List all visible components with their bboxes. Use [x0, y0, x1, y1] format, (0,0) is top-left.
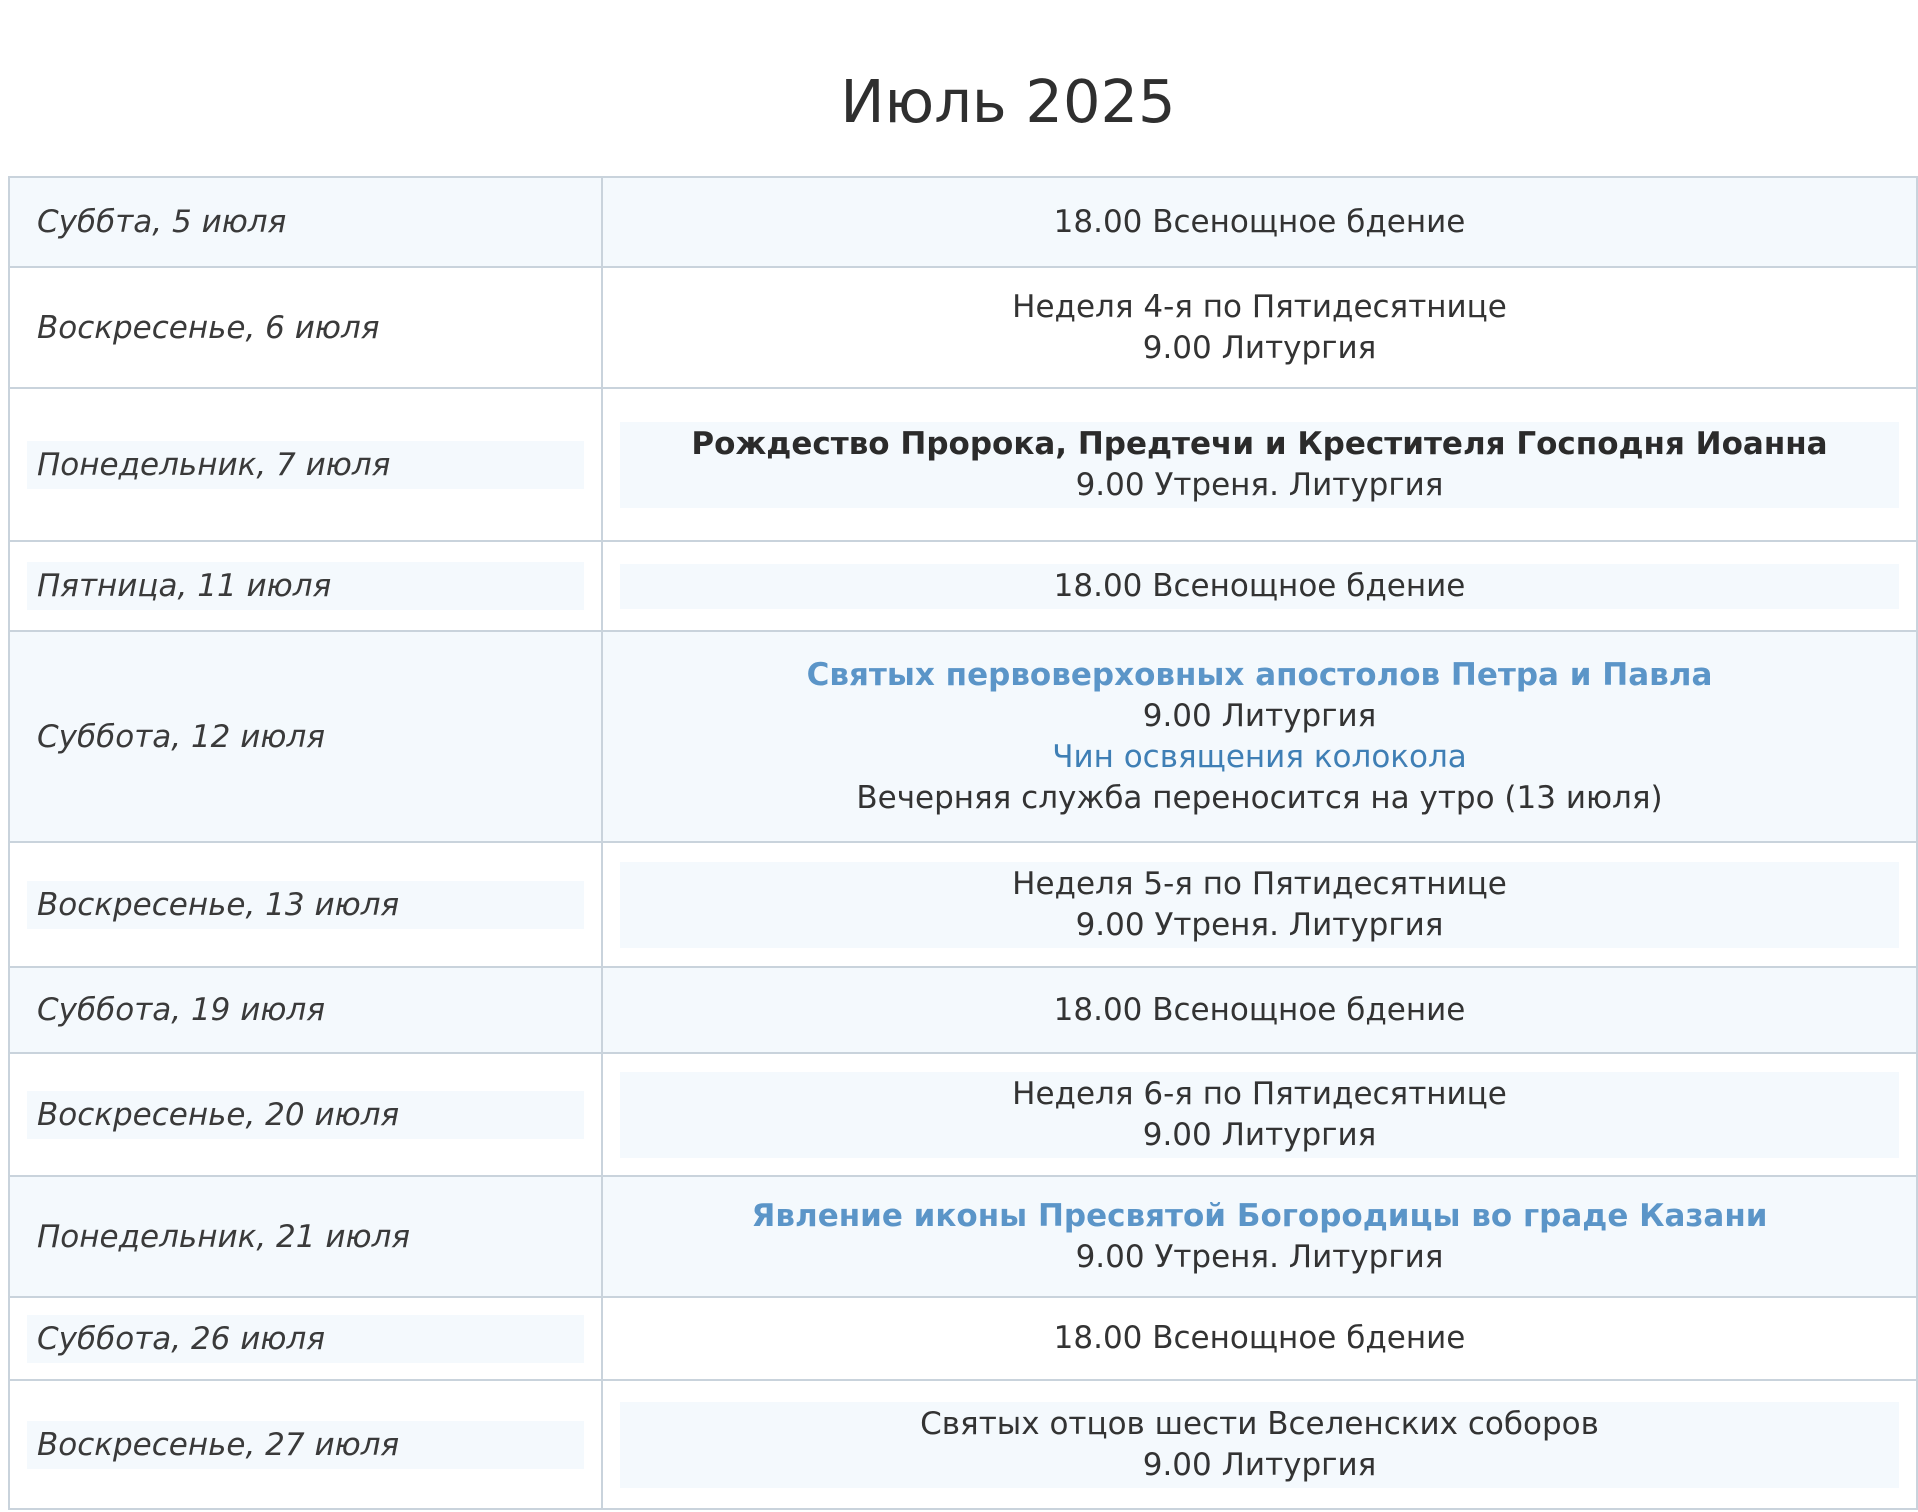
- service-block: [620, 653, 1899, 821]
- service-time: 18.00: [1053, 1320, 1143, 1356]
- service-line: [620, 328, 1899, 369]
- date-cell: [9, 631, 602, 842]
- date-cell: [9, 842, 602, 967]
- table-row: [9, 1297, 1917, 1380]
- service-block: [620, 285, 1899, 371]
- service-time: 18.00: [1053, 991, 1143, 1028]
- service-text: Литургия: [1211, 697, 1377, 734]
- date-label: Воскресенье, 27 июля: [27, 1421, 584, 1469]
- service-block: [620, 1194, 1899, 1280]
- date-label: Понедельник, 7 июля: [27, 441, 584, 489]
- page-title: Июль 2025: [840, 67, 1176, 136]
- service-cell: [602, 177, 1917, 267]
- service-cell: [602, 967, 1917, 1053]
- service-time: 9.00: [1142, 697, 1212, 734]
- table-row: [9, 1176, 1917, 1297]
- date-cell: [9, 541, 602, 631]
- service-line: [620, 202, 1899, 243]
- service-text: Утреня. Литургия: [1144, 906, 1444, 943]
- date-label: Воскресенье, 6 июля: [37, 309, 380, 346]
- service-line: [620, 1237, 1899, 1278]
- service-cell: [602, 541, 1917, 631]
- date-label: Воскресенье, 20 июля: [27, 1091, 584, 1139]
- table-row: [9, 1380, 1917, 1509]
- service-block: [620, 862, 1899, 948]
- table-row: [9, 967, 1917, 1053]
- date-label: Суббта, 5 июля: [37, 204, 287, 240]
- service-time: 9.00: [1075, 906, 1145, 943]
- date-cell: [9, 1053, 602, 1176]
- date-cell: [9, 967, 602, 1053]
- service-line: Святых отцов шести Вселенских соборов: [920, 1405, 1599, 1442]
- service-line: [620, 696, 1899, 737]
- service-time: 18.00: [1053, 203, 1143, 240]
- table-row: [9, 631, 1917, 842]
- service-cell: [602, 631, 1917, 842]
- service-cell: [602, 267, 1917, 388]
- service-time: 18.00: [1053, 567, 1143, 604]
- service-block: [620, 1402, 1899, 1488]
- date-cell: [9, 1176, 602, 1297]
- service-text: Литургия: [1211, 1446, 1377, 1483]
- date-label: Суббота, 19 июля: [37, 992, 325, 1028]
- service-time: 9.00: [1075, 1238, 1145, 1275]
- table-row: [9, 267, 1917, 388]
- service-block: [620, 422, 1899, 508]
- service-text: Утреня. Литургия: [1144, 466, 1444, 503]
- table-row: [9, 842, 1917, 967]
- service-text: Всенощное бдение: [1142, 991, 1466, 1028]
- service-line: Неделя 4-я по Пятидесятнице: [1012, 288, 1507, 325]
- service-time: 9.00: [1142, 329, 1212, 366]
- service-time: 9.00: [1075, 466, 1145, 503]
- date-label: Суббота, 12 июля: [37, 718, 325, 755]
- service-cell: [602, 1380, 1917, 1509]
- date-label: Суббота, 26 июля: [27, 1315, 584, 1363]
- service-text: Утреня. Литургия: [1144, 1238, 1444, 1275]
- date-cell: [9, 1380, 602, 1509]
- service-line: [620, 1445, 1899, 1486]
- feast-title: Явление иконы Пресвятой Богородицы во граде Казани: [751, 1197, 1768, 1234]
- service-cell: [602, 1053, 1917, 1176]
- date-label: Понедельник, 21 июля: [37, 1218, 411, 1255]
- service-text: Литургия: [1211, 329, 1377, 366]
- service-time: 9.00: [1142, 1116, 1212, 1153]
- date-cell: [9, 1297, 602, 1380]
- service-block: [620, 1316, 1899, 1361]
- service-cell: [602, 842, 1917, 967]
- service-line: [620, 566, 1899, 607]
- rite-title: Чин освящения колокола: [1052, 738, 1467, 775]
- service-text: Всенощное бдение: [1142, 203, 1466, 240]
- service-line: Неделя 6-я по Пятидесятнице: [1012, 1075, 1507, 1112]
- schedule-table: [8, 176, 1918, 1510]
- service-text: Всенощное бдение: [1142, 1320, 1466, 1356]
- service-block: [620, 564, 1899, 609]
- date-cell: [9, 177, 602, 267]
- service-line: [620, 905, 1899, 946]
- service-cell: [602, 1297, 1917, 1380]
- service-block: [620, 1072, 1899, 1158]
- service-cell: [602, 388, 1917, 541]
- service-line: [620, 1115, 1899, 1156]
- service-line: [620, 990, 1899, 1031]
- service-block: [620, 200, 1899, 245]
- service-note: Вечерняя служба переносится на утро (13 июля): [856, 779, 1663, 816]
- feast-title: Святых первоверховных апостолов Петра и Павла: [806, 656, 1713, 693]
- service-cell: [602, 1176, 1917, 1297]
- table-row: [9, 1053, 1917, 1176]
- service-text: Всенощное бдение: [1142, 567, 1466, 604]
- feast-title: Рождество Пророка, Предтечи и Крестителя Господня Иоанна: [691, 425, 1828, 462]
- date-cell: [9, 267, 602, 388]
- date-cell: [9, 388, 602, 541]
- service-line: [620, 1318, 1899, 1359]
- date-label: Воскресенье, 13 июля: [27, 881, 584, 929]
- service-line: Неделя 5-я по Пятидесятнице: [1012, 865, 1507, 902]
- table-row: [9, 177, 1917, 267]
- service-line: [620, 465, 1899, 506]
- date-label: Пятница, 11 июля: [27, 562, 584, 610]
- table-row: [9, 388, 1917, 541]
- table-row: [9, 541, 1917, 631]
- service-block: [620, 988, 1899, 1033]
- service-text: Литургия: [1211, 1116, 1377, 1153]
- service-time: 9.00: [1142, 1446, 1212, 1483]
